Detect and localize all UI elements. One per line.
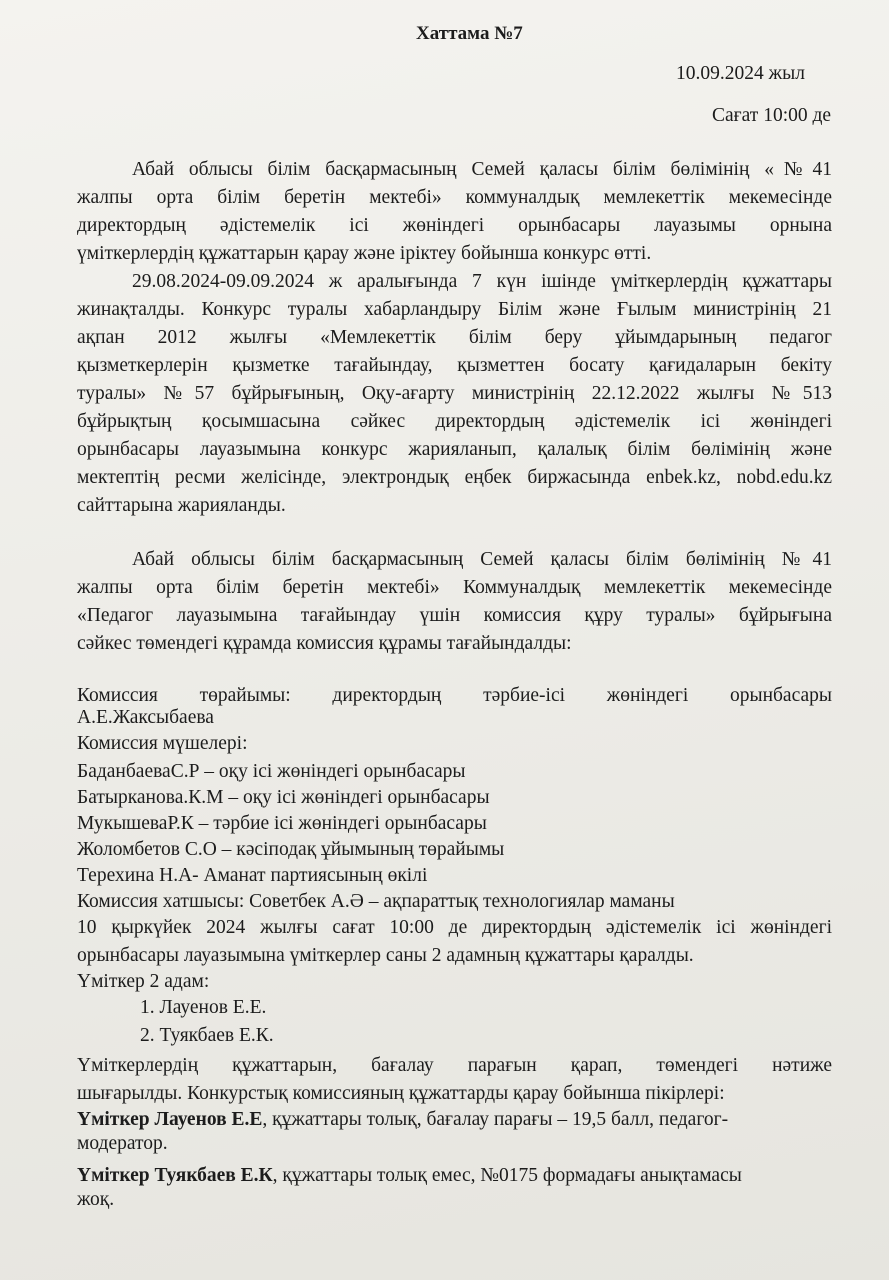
candidate-item: 2. Туякбаев Е.К. xyxy=(140,1025,274,1046)
result-line xyxy=(77,1164,742,1188)
para2-line: сайттарына жарияланды. xyxy=(77,495,286,516)
para5-line: шығарылды. Конкурстық комиссияның құжаттарды қарау бойынша пікірлері: xyxy=(77,1083,725,1104)
result-line xyxy=(77,1108,728,1132)
para4-line: орынбасары лауазымына үміткерлер саны 2 адамның құжаттары қаралды. xyxy=(77,945,694,966)
para3-line: Абай облысы білім басқармасының Семей қаласы білім бөлімінің №41 xyxy=(132,549,832,570)
commission-member: Батырканова.К.М – оқу ісі жөніндегі орынбасары xyxy=(77,787,490,808)
commission-chair: Комиссия төрайымы: директордың тәрбие-ісі жөніндегі орынбасары xyxy=(77,685,832,706)
para2-line: бұйрықтың қосымшасына сәйкес директордың әдістемелік ісі жөніндегі xyxy=(77,411,832,432)
para4-line: 10 қыркүйек 2024 жылғы сағат 10:00 де директордың әдістемелік ісі жөніндегі xyxy=(77,917,832,938)
para2-line: орынбасары лауазымына конкурс жарияланып, қалалық білім бөлімінің және xyxy=(77,439,832,460)
para2-line: мектептің ресми желісінде, электрондық еңбек биржасында enbek.kz, nobd.edu.kz xyxy=(77,467,832,488)
commission-chair-name: А.Е.Жаксыбаева xyxy=(77,707,214,728)
candidate-name: Үміткер Лауенов Е.Е xyxy=(77,1109,263,1130)
document-date: 10.09.2024 жыл xyxy=(676,63,805,84)
document-title: Хаттама №7 xyxy=(416,23,523,44)
document-time: Сағат 10:00 де xyxy=(712,105,832,126)
commission-member: МукышеваР.К – тәрбие ісі жөніндегі орынбасары xyxy=(77,813,487,834)
result-text: , құжаттары толық емес, №0175 формадағы анықтамасы xyxy=(272,1165,742,1186)
commission-member: Терехина Н.А- Аманат партиясының өкілі xyxy=(77,865,428,886)
commission-members-label: Комиссия мүшелері: xyxy=(77,733,248,754)
result-line: модератор. xyxy=(77,1133,168,1154)
para1-line: үміткерлердің құжаттарын қарау және іріктеу бойынша конкурс өтті. xyxy=(77,243,652,264)
candidates-count: Үміткер 2 адам: xyxy=(77,971,210,992)
candidate-item: 1. Лауенов Е.Е. xyxy=(140,997,267,1018)
commission-secretary: Комиссия хатшысы: Советбек А.Ә – ақпараттық технологиялар маманы xyxy=(77,891,675,912)
para3-line: сәйкес төмендегі құрамда комиссия құрамы тағайындалды: xyxy=(77,633,572,654)
para3-line: «Педагог лауазымына тағайындау үшін комиссия құру туралы» бұйрығына xyxy=(77,605,832,626)
candidate-name: Үміткер Туякбаев Е.К xyxy=(77,1165,273,1186)
result-line: жоқ. xyxy=(77,1189,115,1210)
para1-line: директордың әдістемелік ісі жөніндегі орынбасары лауазымы орнына xyxy=(77,215,832,236)
para2-line: ақпан 2012 жылғы «Мемлекеттік білім беру ұйымдарының педагог xyxy=(77,327,832,348)
para3-line: жалпы орта білім беретін мектебі» Коммуналдық мемлекеттік мекемесінде xyxy=(77,577,832,598)
commission-member: Жоломбетов С.О – кәсіподақ ұйымының төрайымы xyxy=(77,839,505,860)
para2-line: туралы» №57 бұйрығының, Оқу-ағарту министрінің 22.12.2022 жылғы №513 xyxy=(77,383,832,404)
para2-line: 29.08.2024-09.09.2024 ж аралығында 7 күн ішінде үміткерлердің құжаттары xyxy=(132,271,832,292)
para5-line: Үміткерлердің құжаттарын, бағалау парағын қарап, төмендегі нәтиже xyxy=(77,1055,832,1076)
para1-line: жалпы орта білім беретін мектебі» коммуналдық мемлекеттік мекемесінде xyxy=(77,187,832,208)
result-text: , құжаттары толық, бағалау парағы – 19,5 балл, педагог- xyxy=(262,1109,729,1130)
para2-line: жинақталды. Конкурс туралы хабарландыру Білім және Ғылым министрінің 21 xyxy=(77,299,832,320)
para2-line: қызметкерлерін қызметке тағайындау, қызметтен босату қағидаларын бекіту xyxy=(77,355,832,376)
para1-line: Абай облысы білім басқармасының Семей қаласы білім бөлімінің «№41 xyxy=(132,159,832,180)
commission-member: БаданбаеваС.Р – оқу ісі жөніндегі орынбасары xyxy=(77,761,466,782)
